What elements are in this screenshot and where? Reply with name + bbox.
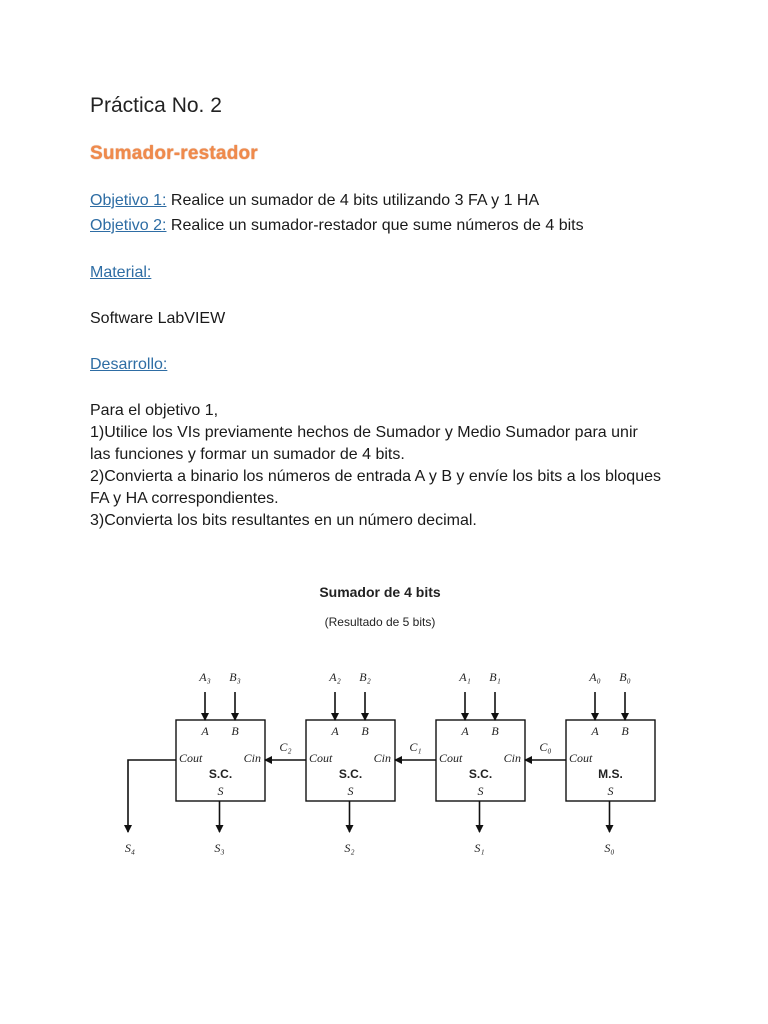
port-a-label: A	[201, 724, 209, 738]
final-carry-label: S₄	[124, 841, 136, 855]
port-cin-label: Cin	[503, 751, 521, 765]
port-cin-label: Cin	[373, 751, 391, 765]
port-b-label: B	[491, 724, 499, 738]
final-carry-arrow	[128, 760, 176, 832]
objective-2-label: Objetivo 2:	[90, 217, 167, 234]
diagram-blocks	[125, 670, 655, 855]
objective-1-label: Objetivo 1:	[90, 192, 167, 209]
block-name: S.C.	[208, 767, 233, 781]
sum-output-label: S₀	[604, 841, 615, 855]
input-b-label: B₃	[229, 670, 241, 684]
port-b-label: B	[361, 724, 369, 738]
port-a-label: A	[461, 724, 469, 738]
material-text: Software LabVIEW	[90, 310, 226, 327]
objective-2	[90, 217, 584, 235]
input-a-label: A₂	[329, 670, 341, 684]
port-cout-label: Cout	[439, 751, 463, 765]
adder-diagram-svg	[110, 570, 658, 870]
port-a-label: A	[591, 724, 599, 738]
port-s-label: S	[477, 784, 484, 798]
input-a-label: A₁	[459, 670, 471, 684]
carry-label: C₂	[279, 740, 292, 754]
page-subtitle: Sumador-restador	[90, 143, 258, 164]
carry-label: C₀	[539, 740, 552, 754]
input-b-label: B₂	[359, 670, 371, 684]
diagram-title: Sumador de 4 bits	[319, 584, 441, 600]
objective-1	[90, 192, 539, 210]
block-name: S.C.	[338, 767, 363, 781]
block-name: S.C.	[468, 767, 493, 781]
desarrollo-heading: Desarrollo:	[90, 356, 168, 373]
input-b-label: B₀	[619, 670, 631, 684]
desarrollo-line: las funciones y formar un sumador de 4 bits.	[90, 446, 405, 463]
sum-output-label: S₂	[344, 841, 355, 855]
diagram-subtitle: (Resultado de 5 bits)	[324, 615, 436, 629]
objective-2-text: Realice un sumador-restador que sume números de 4 bits	[166, 217, 584, 234]
objective-1-text: Realice un sumador de 4 bits utilizando 3 FA y 1 HA	[166, 192, 540, 209]
port-b-label: B	[231, 724, 239, 738]
port-cout-label: Cout	[569, 751, 593, 765]
port-s-label: S	[347, 784, 354, 798]
port-s-label: S	[607, 784, 614, 798]
material-heading: Material:	[90, 264, 152, 281]
carry-label: C₁	[409, 740, 422, 754]
port-b-label: B	[621, 724, 629, 738]
input-b-label: B₁	[489, 670, 501, 684]
desarrollo-line: 2)Convierta a binario los números de entrada A y B y envíe los bits a los bloques	[90, 468, 661, 485]
desarrollo-line: 3)Convierta los bits resultantes en un número decimal.	[90, 512, 477, 529]
input-a-label: A₃	[199, 670, 211, 684]
desarrollo-body	[90, 400, 690, 532]
desarrollo-line: FA y HA correspondientes.	[90, 490, 279, 507]
sum-output-label: S₃	[214, 841, 225, 855]
port-cout-label: Cout	[179, 751, 203, 765]
port-a-label: A	[331, 724, 339, 738]
sum-output-label: S₁	[474, 841, 485, 855]
port-cin-label: Cin	[243, 751, 261, 765]
desarrollo-line: Para el objetivo 1,	[90, 402, 219, 419]
port-cout-label: Cout	[309, 751, 333, 765]
desarrollo-line: 1)Utilice los VIs previamente hechos de Sumador y Medio Sumador para unir	[90, 424, 638, 441]
adder-diagram	[110, 570, 658, 870]
page-title: Práctica No. 2	[90, 94, 222, 117]
input-a-label: A₀	[589, 670, 601, 684]
block-name: M.S.	[598, 767, 623, 781]
port-s-label: S	[217, 784, 224, 798]
